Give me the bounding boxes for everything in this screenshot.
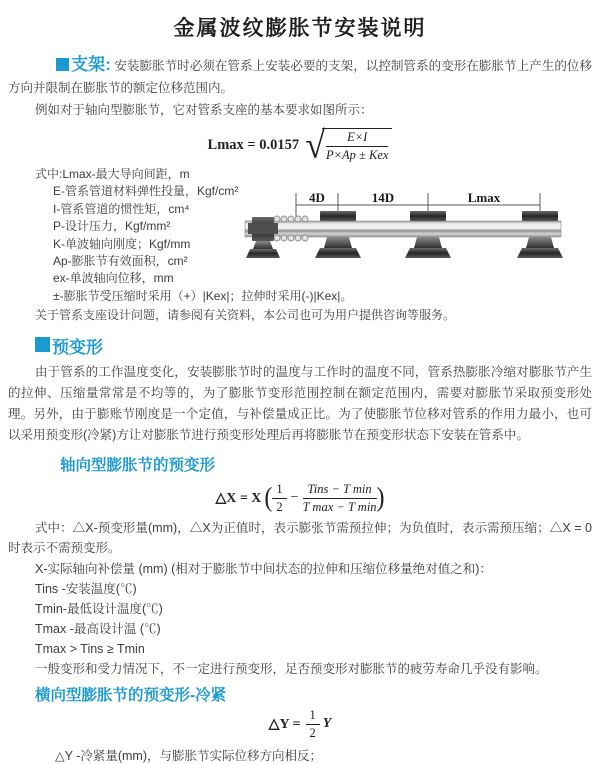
predeform-section-heading — [35, 333, 600, 358]
support-intro-text: 安装膨胀节时必须在管系上安装必要的支架，以控制管系的变形在膨胀节上产生的位移方向并限制在膨胀节的额定位移范围内。 — [8, 59, 592, 95]
formula-lateral-variable: Y — [322, 716, 332, 732]
formula-axial-lhs: △X = X — [215, 490, 262, 506]
definition-item: Tins -安装温度(℃) — [35, 582, 137, 597]
square-root-sign: √ — [305, 124, 325, 166]
page-title: 金属波纹膨胀节安装说明 — [173, 17, 427, 40]
section-marker-square-icon — [56, 58, 69, 71]
definition-item: P-设计压力，Kgf/mm² — [53, 219, 171, 234]
definition-item: K-单波轴向刚度；Kgf/mm — [53, 236, 191, 251]
formula-lmax — [0, 126, 600, 164]
definition-item: Tmax > Tins ≥ Tmin — [35, 642, 145, 657]
definition-intro: 式中:Lmax-最大导向间距，m — [35, 167, 190, 181]
minus-sign: − — [290, 490, 299, 506]
dimension-label-lmax: Lmax — [467, 190, 501, 205]
formula-lateral-lhs: △Y = — [268, 716, 301, 732]
axial-formula-note: 式中：△X-预变形量(mm)，△X为正值时，表示膨张节需预拉伸；为负值时，表示需预压缩；△X = 0时表示不需预变形。 — [8, 521, 592, 556]
definition-item: Ap-膨胀节有效面积，cm² — [53, 254, 188, 269]
consult-line: 关于管系支座设计问题，请参阅有关资料，本公司也可为用户提供咨询等服务。 — [35, 308, 456, 323]
fraction-half — [272, 482, 286, 515]
dimension-label-14d: 14D — [371, 190, 395, 205]
formula-lmax-radicand — [322, 128, 393, 163]
support-example-line: 例如对于轴向型膨胀节，它对管系支座的基本要求如图所示： — [35, 103, 373, 117]
axial-definition-list — [35, 559, 600, 679]
pipe-support-diagram-svg — [240, 192, 572, 294]
definition-item: Tmin-最低设计温度(℃) — [35, 602, 163, 617]
fraction-numerator: E×I — [326, 130, 389, 147]
close-paren: ) — [376, 483, 385, 514]
definition-item: ex-单波轴向位移，mm — [53, 271, 174, 286]
fraction-temperature — [303, 482, 377, 515]
support-section-heading — [56, 55, 111, 74]
dimension-label-4d: 4D — [309, 190, 325, 205]
definition-item: E-管系管道材料弹性投量，Kgf/cm² — [53, 184, 239, 199]
fraction-denominator: 2 — [276, 499, 283, 514]
predeform-heading-label: 预变形 — [52, 338, 103, 358]
fraction-half — [306, 708, 320, 741]
fraction-numerator: 1 — [306, 708, 320, 725]
definition-item: 一般变形和受力情况下，不一定进行预变形，足否预变形对膨胀节的疲劳寿命几乎没有影响。 — [35, 662, 548, 677]
axial-subheading: 轴向型膨胀节的预变形 — [60, 457, 216, 475]
fraction — [326, 130, 389, 163]
formula-axial-predeform — [0, 481, 600, 515]
support-paragraph — [8, 55, 592, 99]
support-heading-label: 支架: — [71, 55, 111, 74]
fraction-denominator: 2 — [309, 725, 316, 740]
fraction-numerator: Tins − T min — [303, 482, 377, 499]
definition-item: ±-膨胀节受压缩时采用（+）|Kex|；拉伸时采用(-)|Kex|。 — [53, 288, 353, 303]
predeform-body: 由于管系的工作温度变化，安装膨胀节时的温度与工作时的温度不同，管系热膨胀冷缩对膨胀节产生的拉伸、压缩量常常是不均等的，为了膨胀节变形范围控制在额定范围内，需要对膨胀节采取预变形处理。另外，由于膨账节刚度是一个定值，与补偿量成正比。为了使膨胀节位移对管系的作用力最小，也可以采用预变形(冷紧)方让对膨胀节进行预变形处理后再将膨胀节在预变形状态下安装在管系中。 — [8, 365, 592, 443]
open-paren: ( — [264, 483, 273, 514]
formula-lmax-lhs: Lmax = 0.0157 — [207, 136, 300, 153]
definition-item: I-管系管道的惯性矩，cm⁴ — [53, 201, 190, 216]
pipe — [245, 221, 561, 237]
definition-item: Tmax -最高设计温 (℃) — [35, 622, 161, 637]
formula-lateral-coldpull — [0, 709, 600, 739]
lateral-subheading: 横向型膨胀节的预变形-冷紧 — [35, 687, 227, 705]
section-marker-square-icon — [35, 337, 50, 352]
definition-item: X-实际轴向补偿量 (mm) (相对于膨胀节中间状态的拉伸和压缩位移量绝对值之和)： — [35, 562, 492, 577]
fraction-numerator: 1 — [272, 482, 286, 499]
lateral-note: △Y -冷紧量(mm)，与膨胀节实际位移方向相反； — [55, 749, 323, 764]
pipe-support-diagram — [240, 192, 572, 294]
fraction-denominator: T max − T min — [302, 499, 377, 514]
fraction-denominator: P×Ap ± Kex — [325, 147, 389, 162]
